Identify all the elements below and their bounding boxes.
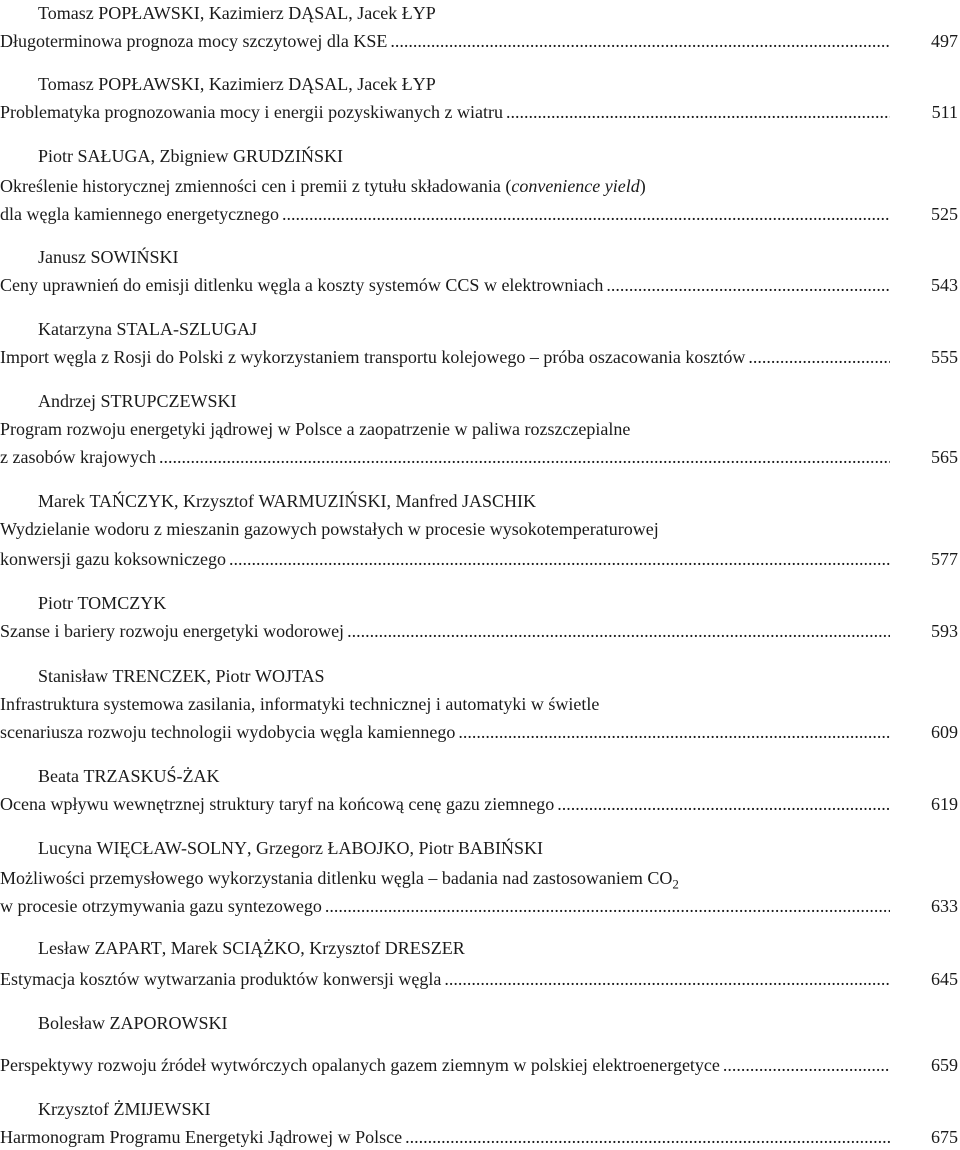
entry-authors: Stanisław TRENCZEK, Piotr WOJTAS [38, 666, 325, 686]
page-number: 609 [931, 722, 958, 742]
page-number: 555 [931, 347, 958, 367]
page-number: 659 [931, 1055, 958, 1075]
entry-authors: Lucyna WIĘCŁAW-SOLNY, Grzegorz ŁABOJKO, Piotr BABIŃSKI [38, 838, 544, 858]
entry-title-continuation: z zasobów krajowych ..... [0, 446, 960, 468]
page-number: 619 [931, 794, 958, 814]
page-number: 633 [931, 896, 958, 916]
entry-title: Szanse i bariery rozwoju energetyki wodorowej ..... [0, 620, 960, 642]
entry-title: Perspektywy rozwoju źródeł wytwórczych opalanych gazem ziemnym w polskiej elektroenergetyce ..... [0, 1054, 960, 1076]
entry-title-continuation: scenariusza rozwoju technologii wydobycia węgla kamiennego ..... [0, 721, 960, 743]
page-number: 593 [931, 621, 958, 641]
entry-title-continuation: dla węgla kamiennego energetycznego ..... [0, 203, 960, 225]
page-number: 511 [931, 102, 958, 122]
entry-title: Harmonogram Programu Energetyki Jądrowej w Polsce ..... [0, 1126, 960, 1148]
page-number: 525 [931, 204, 958, 224]
entry-title: Możliwości przemysłowego wykorzystania ditlenku węgla – badania nad zastosowaniem $CO_2$ [0, 868, 679, 892]
entry-authors: Krzysztof ŻMIJEWSKI [38, 1099, 211, 1119]
entry-authors: Janusz SOWIŃSKI [38, 247, 179, 267]
entry-title: Infrastruktura systemowa zasilania, informatyki technicznej i automatyki w świetle [0, 694, 600, 714]
entry-title: Problematyka prognozowania mocy i energii pozyskiwanych z wiatru ..... [0, 101, 960, 123]
entry-authors: Bolesław ZAPOROWSKI [38, 1013, 228, 1033]
entry-authors: Katarzyna STALA-SZLUGAJ [38, 319, 258, 339]
page-number: 577 [931, 549, 958, 569]
page-number: 645 [931, 969, 958, 989]
entry-authors: Tomasz POPŁAWSKI, Kazimierz DĄSAL, Jacek ŁYP [38, 3, 436, 23]
entry-title: Import węgla z Rosji do Polski z wykorzystaniem transportu kolejowego – próba oszacowania kosztów ..... [0, 346, 960, 368]
entry-title: Określenie historycznej zmienności cen i premii z tytułu składowania (convenience yield) [0, 176, 646, 196]
page-number: 675 [931, 1127, 958, 1147]
entry-authors: Piotr TOMCZYK [38, 593, 167, 613]
entry-title: Ocena wpływu wewnętrznej struktury taryf na końcową cenę gazu ziemnego ..... [0, 793, 960, 815]
entry-authors: Tomasz POPŁAWSKI, Kazimierz DĄSAL, Jacek ŁYP [38, 74, 436, 94]
entry-authors: Beata TRZASKUŚ-ŻAK [38, 766, 220, 786]
entry-title: Program rozwoju energetyki jądrowej w Polsce a zaopatrzenie w paliwa rozszczepialne [0, 419, 631, 439]
entry-title: Estymacja kosztów wytwarzania produktów konwersji węgla ..... [0, 968, 960, 990]
entry-title: Wydzielanie wodoru z mieszanin gazowych powstałych w procesie wysokotemperaturowej [0, 519, 659, 539]
entry-authors: Piotr SAŁUGA, Zbigniew GRUDZIŃSKI [38, 146, 344, 166]
page-number: 497 [931, 31, 958, 51]
page-number: 565 [931, 447, 958, 467]
entry-title-continuation: konwersji gazu koksowniczego ..... [0, 548, 960, 570]
entry-authors: Lesław ZAPART, Marek SCIĄŻKO, Krzysztof DRESZER [38, 938, 465, 958]
entry-title: Ceny uprawnień do emisji ditlenku węgla a koszty systemów CCS w elektrowniach ..... [0, 274, 960, 296]
entry-authors: Andrzej STRUPCZEWSKI [38, 391, 237, 411]
entry-title: Długoterminowa prognoza mocy szczytowej dla KSE ..... [0, 30, 960, 52]
page-number: 543 [931, 275, 958, 295]
entry-authors: Marek TAŃCZYK, Krzysztof WARMUZIŃSKI, Manfred JASCHIK [38, 491, 537, 511]
entry-title-continuation: w procesie otrzymywania gazu syntezowego ..... [0, 895, 960, 917]
